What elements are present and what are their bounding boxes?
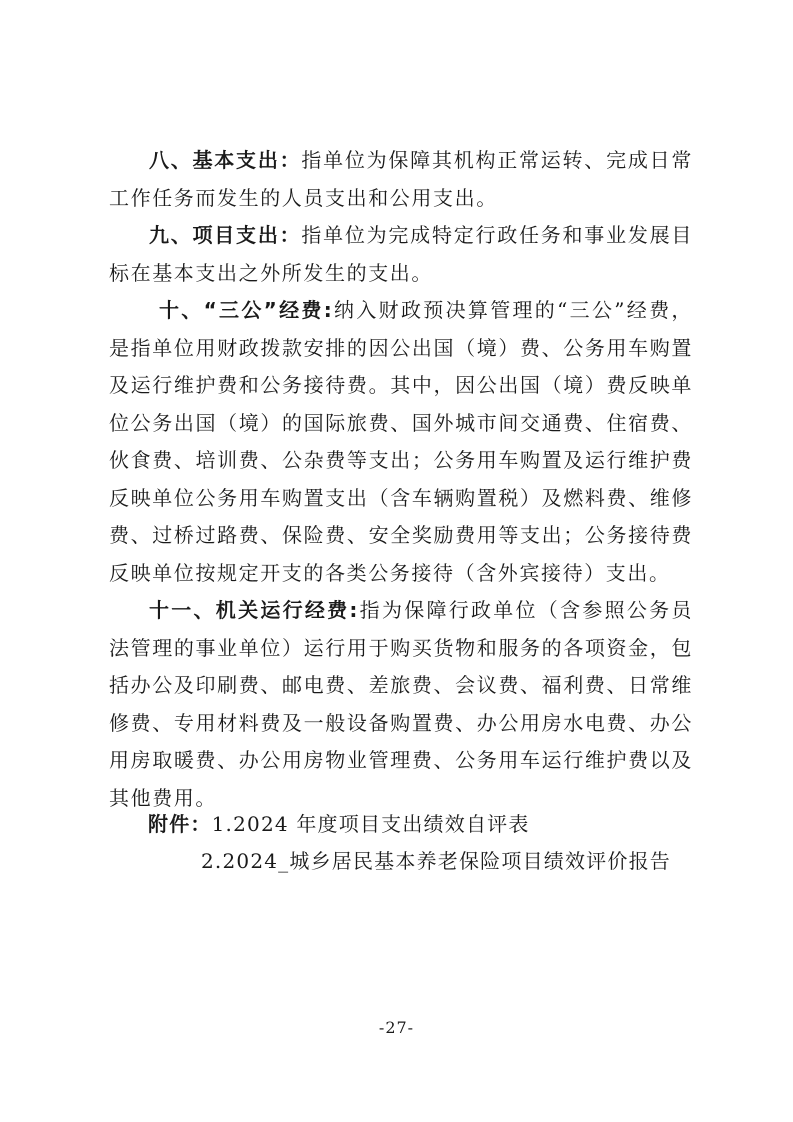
attachment-line-1 [148,806,708,843]
section-8-body: 指单位为保障其机构正常运转、完成日常工作任务而发生的人员支出和公用支出。 [109,148,693,210]
section-10-body: 纳入财政预决算管理的“三公”经费，是指单位用财政拨款安排的因公出国（境）费、公务用车购置及运行维护费和公务接待费。其中，因公出国（境）费反映单位公务出国（境）的国际旅费、国外城市间交通费、住宿费、伙食费、培训费、公杂费等支出；公务用车购置及运行维护费反映单位公务用车购置支出（含车辆购置税）及燃料费、维修费、过桥过路费、保险费、安全奖励费用等支出；公务接待费反映单位按规定开支的各类公务接待（含外宾接待）支出。 [109,298,693,585]
section-9-heading: 九、项目支出 [149,223,280,247]
attachment-line-2 [148,843,708,880]
document-body [109,142,693,817]
section-10-three-public-funds [109,292,693,592]
section-9-separator: ： [279,223,302,247]
attachments-label: 附件： [148,812,212,836]
section-11-body: 指为保障行政单位（含参照公务员法管理的事业单位）运行用于购买货物和服务的各项资金，包括办公及印刷费、邮电费、差旅费、会议费、福利费、日常维修费、专用材料费及一般设备购置费、办公用房水电费、办公用房取暖费、办公用房物业管理费、公务用车运行维护费以及其他费用。 [109,598,694,810]
section-11-heading: 十一、机关运行经费 [149,598,350,622]
page-number: -27- [378,1018,415,1037]
section-11-separator: : [349,598,360,622]
section-9-body: 指单位为完成特定行政任务和事业发展目标在基本支出之外所发生的支出。 [109,223,693,285]
section-11-operating-funds [109,592,693,817]
section-8-basic-expenditure [109,142,693,217]
section-8-heading: 八、基本支出 [149,148,280,172]
attachments-block [148,806,708,880]
section-8-separator: ： [279,148,302,172]
section-9-project-expenditure [109,217,693,292]
section-10-heading: 十、“三公”经费 [159,298,324,322]
attachment-item-1: 1.2024 年度项目支出绩效自评表 [211,812,530,836]
section-10-separator: : [323,298,334,322]
attachment-item-2: 2.2024_城乡居民基本养老保险项目绩效评价报告 [201,849,671,873]
